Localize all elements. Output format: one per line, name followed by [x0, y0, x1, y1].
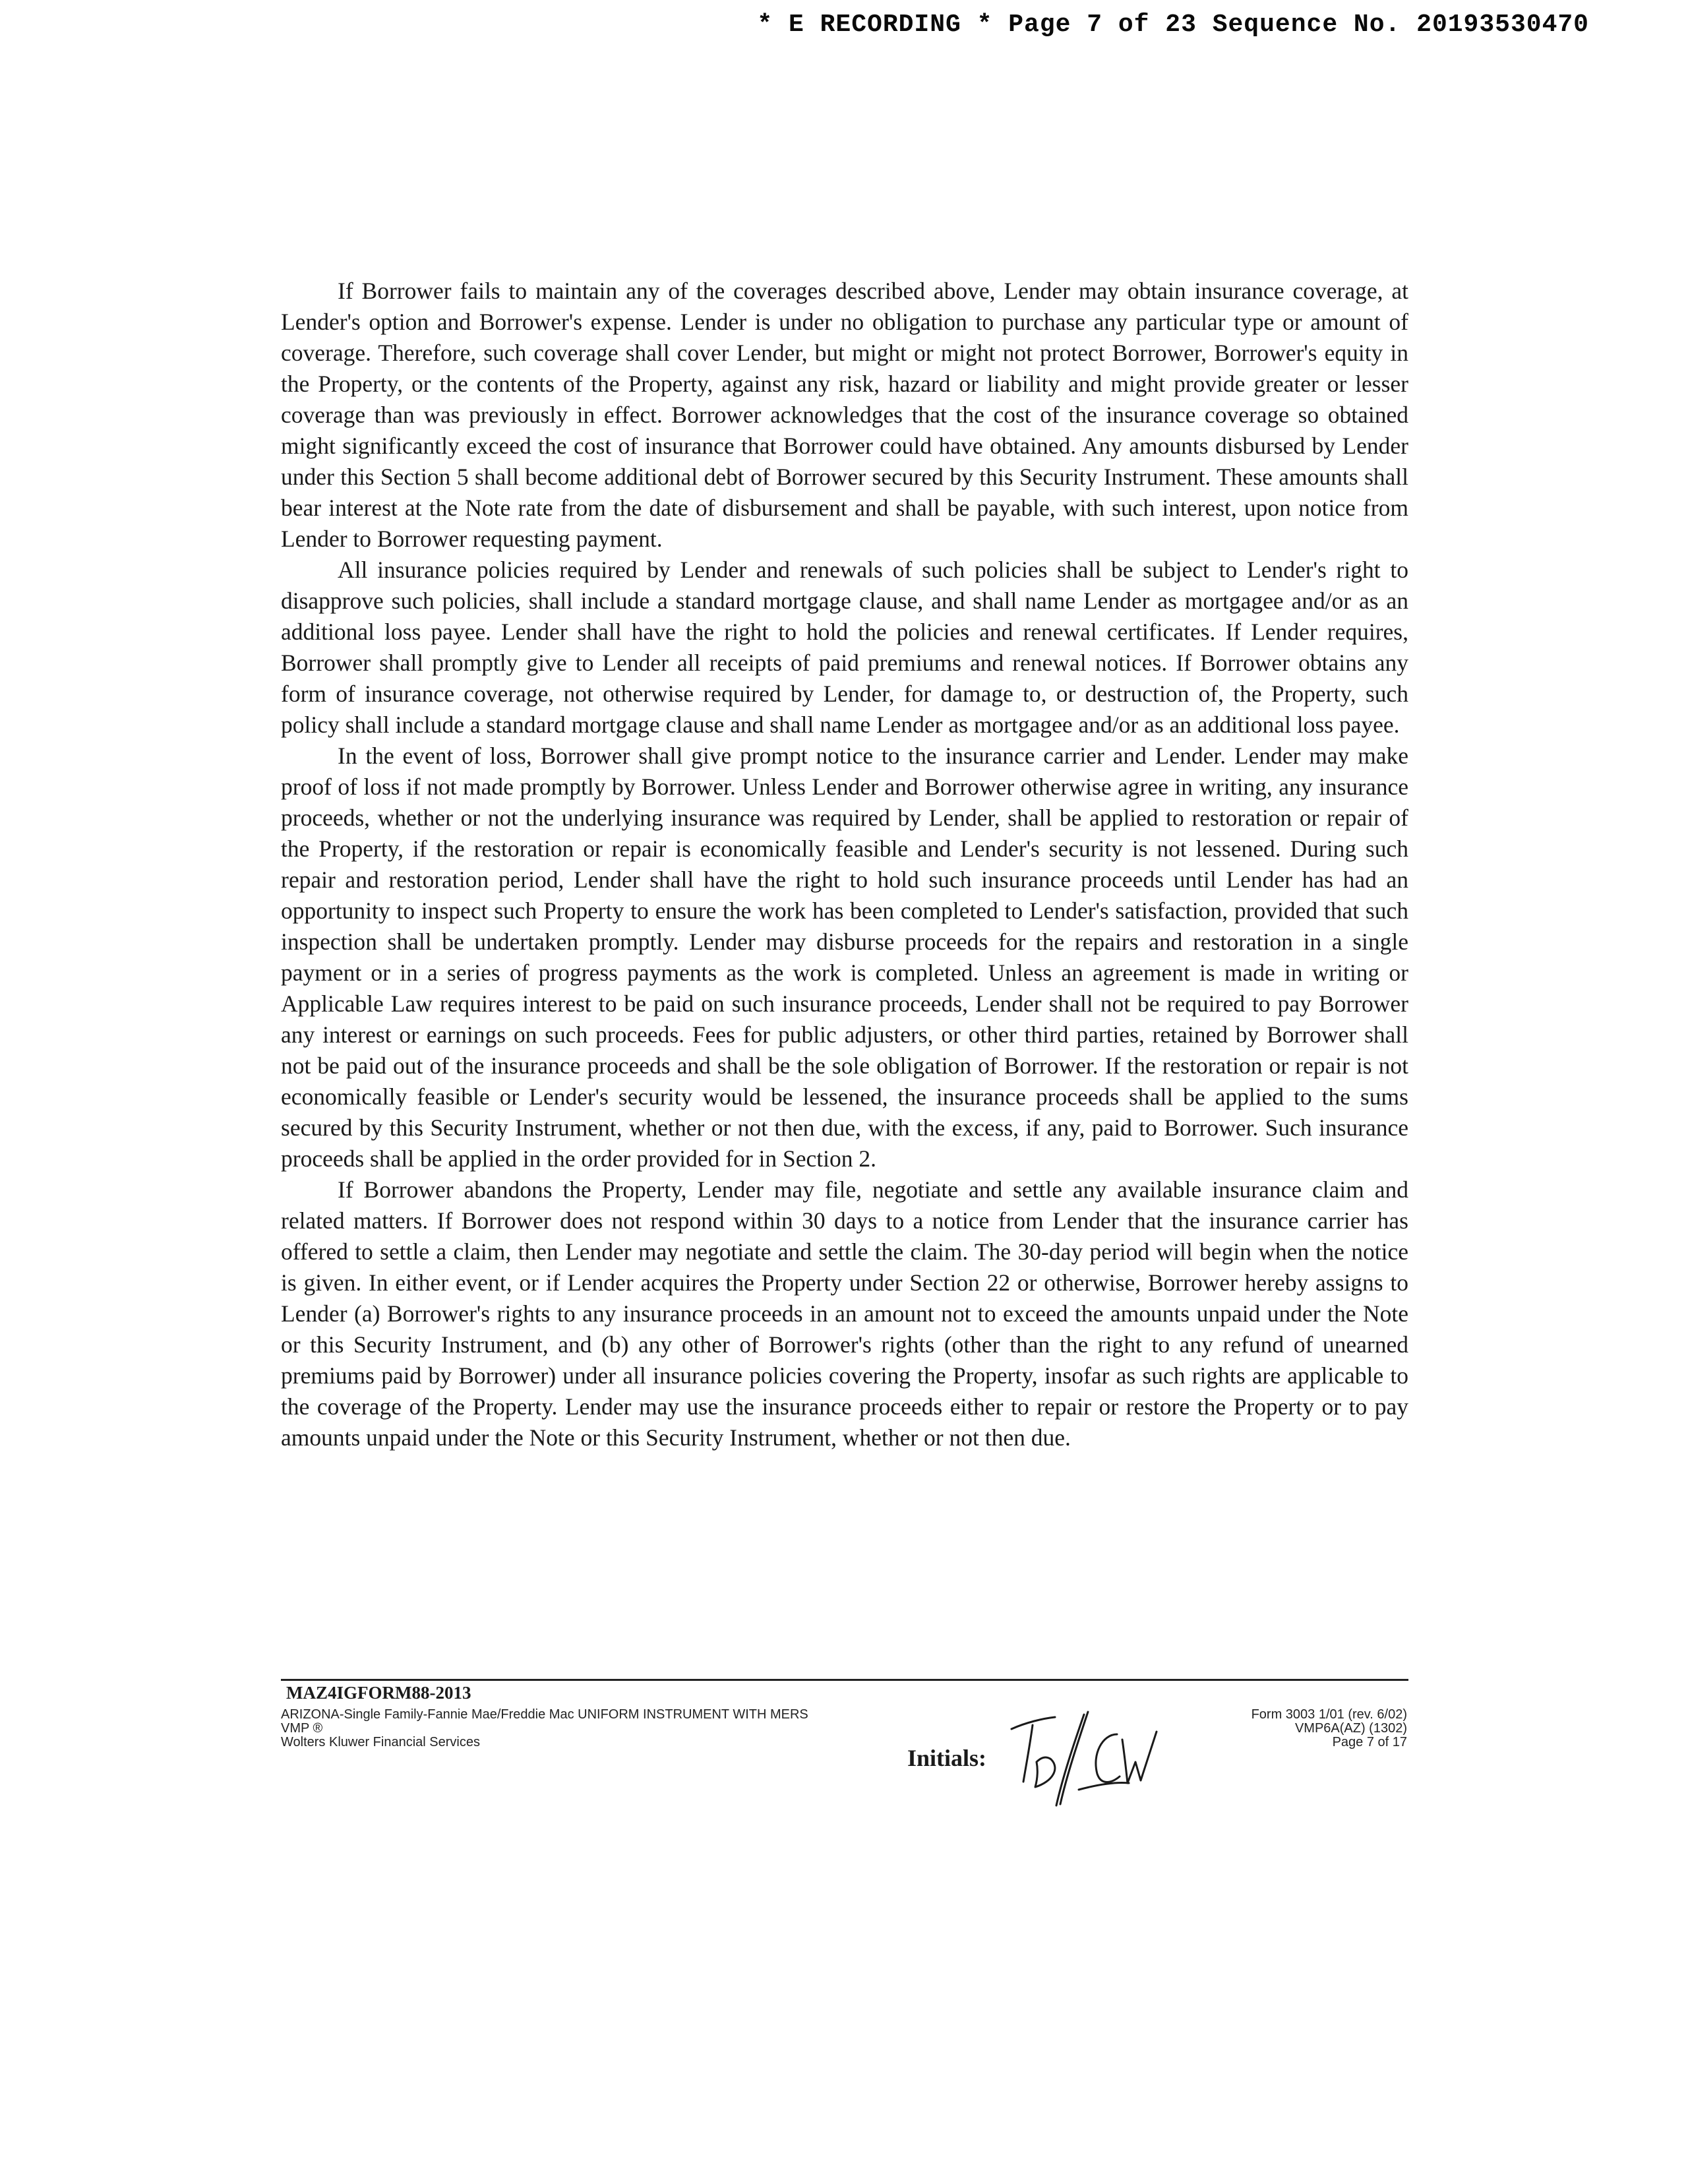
document-body: [281, 276, 1408, 1453]
form-page-number: Page 7 of 17: [1332, 1735, 1407, 1749]
vmp-number: VMP6A(AZ) (1302): [1294, 1721, 1407, 1736]
publisher: Wolters Kluwer Financial Services: [281, 1735, 480, 1749]
vmp-mark: VMP ®: [281, 1721, 323, 1736]
form-number: Form 3003 1/01 (rev. 6/02): [1251, 1707, 1407, 1722]
recording-header: * E RECORDING * Page 7 of 23 Sequence No. 20193530470: [757, 11, 1589, 39]
paragraph-force-placed-insurance: If Borrower fails to maintain any of the coverages described above, Lender may obtain insurance coverage, at Lender's option and Borrower's expense. Lender is under no obligation to purchase any particular type or amount of coverage. Therefore, such coverage shall cover Lender, but might or might not protect Borrower, Borrower's equity in the Property, or the contents of the Property, against any risk, hazard or liability and might provide greater or lesser coverage than was previously in effect. Borrower acknowledges that the cost of the insurance coverage so obtained might significantly exceed the cost of insurance that Borrower could have obtained. Any amounts disbursed by Lender under this Section 5 shall become additional debt of Borrower secured by this Security Instrument. These amounts shall bear interest at the Note rate from the date of disbursement and shall be payable, with such interest, upon notice from Lender to Borrower requesting payment.: [281, 278, 1408, 552]
footer-form-description: [281, 1708, 808, 1749]
initials-label: Initials:: [907, 1745, 987, 1771]
form-code: MAZ4IGFORM88-2013: [286, 1683, 471, 1703]
footer-form-number: [1251, 1708, 1407, 1749]
form-title: ARIZONA-Single Family-Fannie Mae/Freddie Mac UNIFORM INSTRUMENT WITH MERS: [281, 1707, 808, 1722]
handwritten-initials-signature: [1000, 1705, 1171, 1811]
paragraph-abandonment: If Borrower abandons the Property, Lender may file, negotiate and settle any available insurance claim and related matters. If Borrower does not respond within 30 days to a notice from Lender that the insurance carrier has offered to settle a claim, then Lender may negotiate and settle the claim. The 30-day period will begin when the notice is given. In either event, or if Lender acquires the Property under Section 22 or otherwise, Borrower hereby assigns to Lender (a) Borrower's rights to any insurance proceeds in an amount not to exceed the amounts unpaid under the Note or this Security Instrument, and (b) any other of Borrower's rights (other than the right to any refund of unearned premiums paid by Borrower) under all insurance policies covering the Property, insofar as such rights are applicable to the coverage of the Property. Lender may use the insurance proceeds either to repair or restore the Property or to pay amounts unpaid under the Note or this Security Instrument, whether or not then due.: [281, 1176, 1408, 1451]
paragraph-insurance-policies: All insurance policies required by Lender and renewals of such policies shall be subject to Lender's right to disapprove such policies, shall include a standard mortgage clause, and shall name Lender as mortgagee and/or as an additional loss payee. Lender shall have the right to hold the policies and renewal certificates. If Lender requires, Borrower shall promptly give to Lender all receipts of paid premiums and renewal notices. If Borrower obtains any form of insurance coverage, not otherwise required by Lender, for damage to, or destruction of, the Property, such policy shall include a standard mortgage clause and shall name Lender as mortgagee and/or as an additional loss payee.: [281, 557, 1408, 738]
paragraph-event-of-loss: In the event of loss, Borrower shall give prompt notice to the insurance carrier and Lender. Lender may make proof of loss if not made promptly by Borrower. Unless Lender and Borrower otherwise agree in writing, any insurance proceeds, whether or not the underlying insurance was required by Lender, shall be applied to restoration or repair of the Property, if the restoration or repair is economically feasible and Lender's security is not lessened. During such repair and restoration period, Lender shall have the right to hold such insurance proceeds until Lender has had an opportunity to inspect such Property to ensure the work has been completed to Lender's satisfaction, provided that such inspection shall be undertaken promptly. Lender may disburse proceeds for the repairs and restoration in a single payment or in a series of progress payments as the work is completed. Unless an agreement is made in writing or Applicable Law requires interest to be paid on such insurance proceeds, Lender shall not be required to pay Borrower any interest or earnings on such proceeds. Fees for public adjusters, or other third parties, retained by Borrower shall not be paid out of the insurance proceeds and shall be the sole obligation of Borrower. If the restoration or repair is not economically feasible or Lender's security would be lessened, the insurance proceeds shall be applied to the sums secured by this Security Instrument, whether or not then due, with the excess, if any, paid to Borrower. Such insurance proceeds shall be applied in the order provided for in Section 2.: [281, 743, 1408, 1172]
footer-divider: [281, 1679, 1408, 1681]
